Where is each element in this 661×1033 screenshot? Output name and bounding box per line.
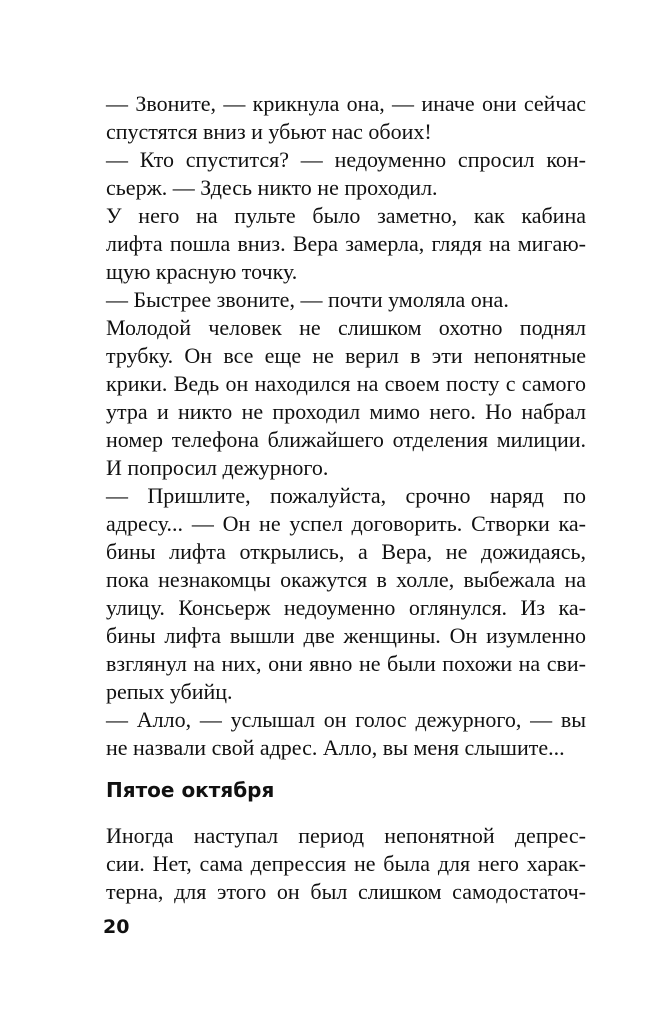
text-line: не назвали свой адрес. Алло, вы меня слышите... [106,735,565,760]
text-line: пока незнакомцы окажутся в холле, выбежала на [106,567,586,592]
text-line: утра и никто не проходил мимо него. Но набрал [106,399,586,424]
text-line: лифта пошла вниз. Вера замерла, глядя на мигаю- [106,231,586,256]
text-line: щую красную точку. [106,259,298,284]
text-line: крики. Ведь он находился на своем посту с самого [106,371,586,396]
page-number: 20 [103,916,130,938]
text-line: номер телефона ближайшего отделения милиции. [106,427,586,452]
text-line: сии. Нет, сама депрессия не была для него харак- [106,851,586,876]
text-line: бины лифта вышли две женщины. Он изумленно [106,623,586,648]
text-line: — Алло, — услышал он голос дежурного, — вы [106,707,586,732]
text-line: терна, для этого он был слишком самодостаточ- [106,879,586,904]
text-line: Иногда наступал период непонятной депрес- [106,823,586,848]
section-heading: Пятое октября [106,778,275,802]
text-line: И попросил дежурного. [106,455,329,480]
text-line: — Звоните, — крикнула она, — иначе они сейчас [106,91,586,116]
text-line: У него на пульте было заметно, как кабина [106,203,586,228]
text-line: — Быстрее звоните, — почти умоляла она. [106,287,509,312]
text-line: улицу. Консьерж недоуменно оглянулся. Из ка- [106,595,586,620]
text-line: трубку. Он все еще не верил в эти непонятные [106,343,586,368]
text-line: Молодой человек не слишком охотно поднял [106,315,586,340]
text-line: спустятся вниз и убьют нас обоих! [106,119,432,144]
text-line: репых убийц. [106,679,233,704]
text-line: — Пришлите, пожалуйста, срочно наряд по [106,483,586,508]
text-line: бины лифта открылись, а Вера, не дожидаясь, [106,539,586,564]
text-line: адресу... — Он не успел договорить. Створки ка- [106,511,586,536]
text-line: сьерж. — Здесь никто не проходил. [106,175,438,200]
text-line: — Кто спустится? — недоуменно спросил кон- [106,147,586,172]
text-line: взглянул на них, они явно не были похожи на сви- [106,651,586,676]
